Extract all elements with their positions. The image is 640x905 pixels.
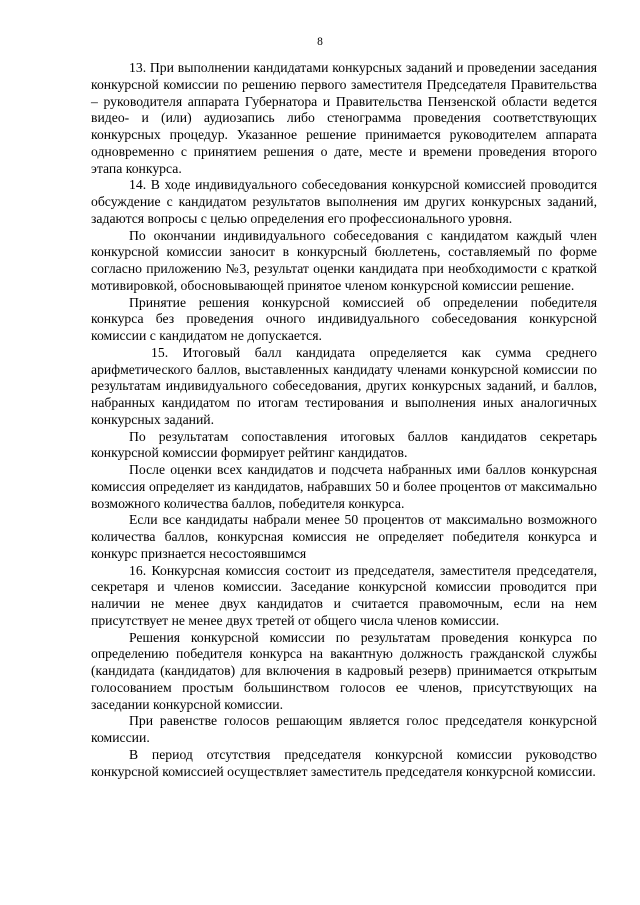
paragraph-tie: При равенстве голосов решающим является голос председателя конкурсной комиссии. [91, 713, 597, 745]
paragraph-14: 14. В ходе индивидуального собеседования конкурсной комиссией проводится обсуждение с кандидатом результатов выполнения им других конкурсных заданий, задаются вопросы с целью определения его профессионального уровня. [91, 177, 597, 226]
paragraph-failed: Если все кандидаты набрали менее 50 процентов от максимально возможного количества баллов, конкурсная комиссия не определяет победителя конкурса и конкурс признается несостоявшимся [91, 512, 597, 561]
paragraph-ballot: По окончании индивидуального собеседования с кандидатом каждый член конкурсной комиссии заносит в конкурсный бюллетень, составляемый по форме согласно приложению №3, результат оценки кандидата при необходимости с краткой мотивировкой, обосновывающей принятое членом конкурсной комиссии решение. [91, 227, 597, 293]
paragraph-15: 15. Итоговый балл кандидата определяется как сумма среднего арифметического баллов, выставленных кандидату членами конкурсной комиссии по результатам индивидуального собеседования, других конкурсных заданий, и баллов, набранных кандидатом по итогам тестирования и выполнения иных аналогичных конкурсных заданий. [91, 344, 597, 427]
paragraph-no-interview: Принятие решения конкурсной комиссией об определении победителя конкурса без проведения очного индивидуального собеседования конкурсной комиссии с кандидатом не допускается. [91, 294, 597, 343]
paragraph-rating: По результатам сопоставления итоговых баллов кандидатов секретарь конкурсной комиссии формирует рейтинг кандидатов. [91, 428, 597, 461]
page-number: 8 [317, 36, 323, 48]
paragraph-decisions: Решения конкурсной комиссии по результатам проведения конкурса по определению победителя конкурса на вакантную должность гражданской службы (кандидата (кандидатов) для включения в кадровый резерв) принимается открытым голосованием простым большинством голосов ее членов, присутствующих на заседании конкурсной комиссии. [91, 629, 597, 712]
paragraph-13: 13. При выполнении кандидатами конкурсных заданий и проведении заседания конкурсной комиссии по решению первого заместителя Председателя Правительства – руководителя аппарата Губернатора и Правительства Пензенской области ведется видео- и (или) аудиозапись либо стенограмма проведения соответствующих конкурсных процедур. Указанное решение принимается руководителем аппарата одновременно с принятием решения о дате, месте и времени проведения второго этапа конкурса. [91, 60, 597, 176]
paragraph-absence: В период отсутствия председателя конкурсной комиссии руководство конкурсной комиссией осуществляет заместитель председателя конкурсной комиссии. [91, 746, 597, 779]
document-body [91, 60, 597, 780]
paragraph-16: 16. Конкурсная комиссия состоит из председателя, заместителя председателя, секретаря и членов комиссии. Заседание конкурсной комиссии проводится при наличии не менее двух кандидатов и считается правомочным, если на нем присутствует не менее двух третей от общего числа членов комиссии. [91, 562, 597, 628]
paragraph-winner: После оценки всех кандидатов и подсчета набранных ими баллов конкурсная комиссия определяет из кандидатов, набравших 50 и более процентов от максимально возможного количества баллов, победителя конкурса. [91, 462, 597, 511]
